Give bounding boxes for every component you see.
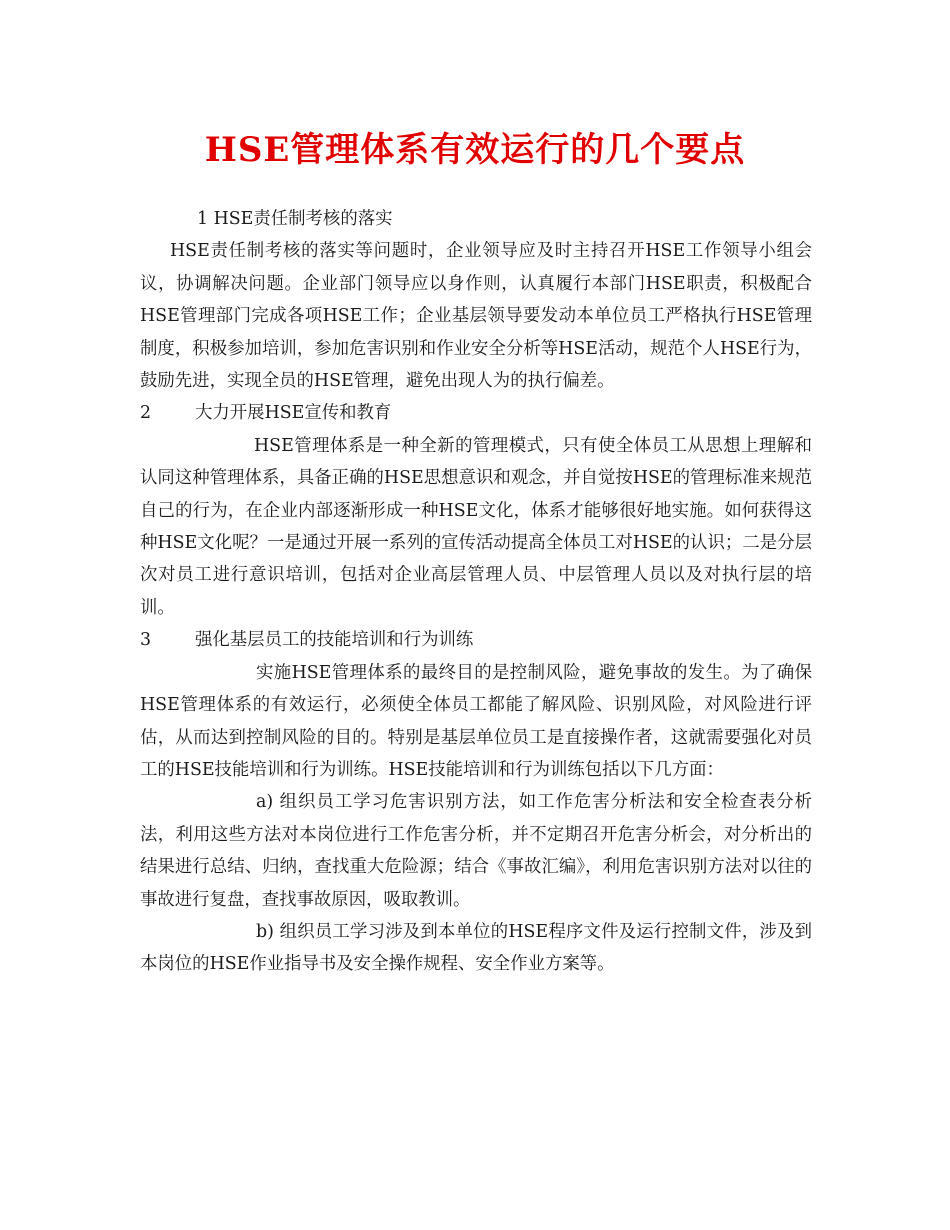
section-2-number: 2	[140, 403, 152, 424]
document-title: HSE管理体系有效运行的几个要点	[204, 130, 746, 170]
section-3-heading-row	[140, 624, 812, 656]
section-2-heading-row	[140, 397, 812, 429]
section-2-paragraph: HSE管理体系是一种全新的管理模式，只有使全体员工从思想上理解和认同这种管理体系，具备正确的HSE思想意识和观念，并自觉按HSE的管理标准来规范自己的行为，在企业内部逐渐形成一种HSE文化，体系才能够很好地实施。如何获得这种HSE文化呢？一是通过开展一系列的宣传活动提高全体员工对HSE的认识；二是分层次对员工进行意识培训，包括对企业高层管理人员、中层管理人员以及对执行层的培训。	[140, 435, 812, 618]
section-3-number: 3	[140, 630, 152, 651]
section-1-heading: 1 HSE责任制考核的落实	[197, 209, 393, 229]
section-3-item-b: b) 组织员工学习涉及到本单位的HSE程序文件及运行控制文件，涉及到本岗位的HSE作业指导书及安全操作规程、安全作业方案等。	[140, 921, 812, 975]
document-body	[140, 203, 812, 981]
section-3-heading: 强化基层员工的技能培训和行为训练	[195, 630, 474, 651]
section-3-item-a: a) 组织员工学习危害识别方法，如工作危害分析法和安全检查表分析法，利用这些方法对本岗位进行工作危害分析，并不定期召开危害分析会，对分析出的结果进行总结、归纳，查找重大危险源；结合《事故汇编》，利用危害识别方法对以往的事故进行复盘，查找事故原因，吸取教训。	[140, 792, 812, 910]
section-1-paragraph: HSE责任制考核的落实等问题时，企业领导应及时主持召开HSE工作领导小组会议，协调解决问题。企业部门领导应以身作则，认真履行本部门HSE职责，积极配合HSE管理部门完成各项HSE工作；企业基层领导要发动本单位员工严格执行HSE管理制度，积极参加培训，参加危害识别和作业安全分析等HSE活动，规范个人HSE行为，鼓励先进，实现全员的HSE管理，避免出现人为的执行偏差。	[140, 241, 812, 392]
section-2-heading: 大力开展HSE宣传和教育	[195, 403, 392, 424]
section-3-paragraph: 实施HSE管理体系的最终目的是控制风险，避免事故的发生。为了确保HSE管理体系的有效运行，必须使全体员工都能了解风险、识别风险，对风险进行评估，从而达到控制风险的目的。特别是基层单位员工是直接操作者，这就需要强化对员工的HSE技能培训和行为训练。HSE技能培训和行为训练包括以下几方面：	[140, 662, 812, 780]
